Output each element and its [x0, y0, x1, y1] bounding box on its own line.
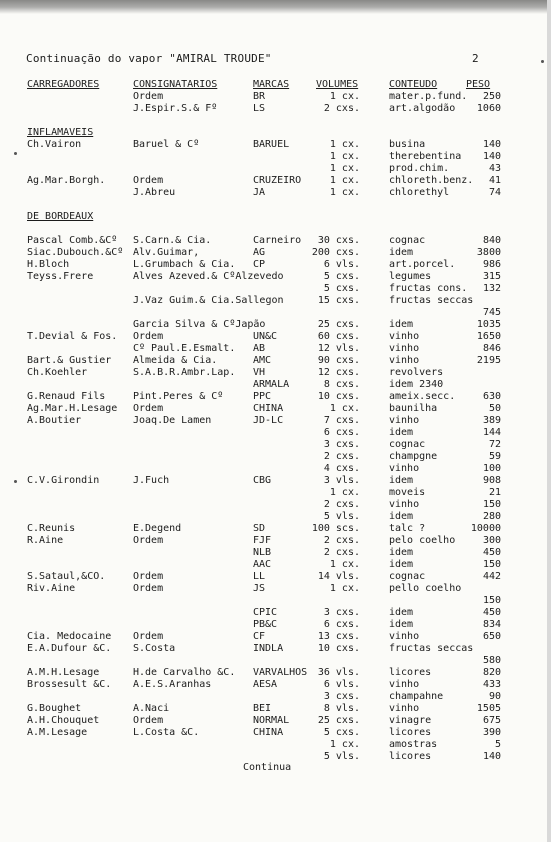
- cell-volumes: 60 cxs.: [317, 331, 360, 342]
- cell-volumes: 3 cxs.: [323, 439, 360, 450]
- cell-carregador: Cia. Medocaine: [27, 631, 112, 642]
- cell-marca: VH: [253, 367, 266, 378]
- table-row: [0, 343, 551, 355]
- cell-conteudo: therebentina: [389, 151, 462, 162]
- cell-conteudo: ameix.secc.: [389, 391, 456, 402]
- cell-consignatario: Alv.Guimar,: [133, 247, 200, 258]
- table-row: [0, 571, 551, 583]
- cell-conteudo: vinho: [389, 703, 420, 714]
- cell-consignatario: J.Abreu: [133, 187, 176, 198]
- cell-carregador: A.M.Lesage: [27, 727, 88, 738]
- cell-marca: BARUEL: [253, 139, 290, 150]
- cell-consignatario: J.Fuch: [133, 475, 170, 486]
- cell-volumes: 1 cx.: [329, 739, 360, 750]
- cell-marca: JS: [253, 583, 266, 594]
- table-row: [0, 451, 551, 463]
- cell-conteudo: vinagre: [389, 715, 432, 726]
- cell-conteudo: licores: [389, 751, 432, 762]
- cell-consignatario: Ordem: [133, 175, 164, 186]
- cell-peso: 140: [482, 751, 501, 762]
- cell-volumes: 1 cx.: [329, 151, 360, 162]
- cell-conteudo: vinho: [389, 499, 420, 510]
- cell-peso: 150: [482, 559, 501, 570]
- cell-carregador: R.Aine: [27, 535, 64, 546]
- cell-peso: 2195: [476, 355, 501, 366]
- cell-consignatario: Ordem: [133, 535, 164, 546]
- cell-peso: 745: [482, 307, 501, 318]
- table-row: [0, 475, 551, 487]
- table-row: [0, 559, 551, 571]
- cell-marca: INDLA: [253, 643, 284, 654]
- cell-carregador: A.M.H.Lesage: [27, 667, 100, 678]
- cell-peso: 150: [482, 499, 501, 510]
- cell-volumes: 4 cxs.: [323, 463, 360, 474]
- table-row: [0, 235, 551, 247]
- cell-conteudo: vinho: [389, 463, 420, 474]
- punch-mark: [541, 60, 544, 63]
- cell-peso: 450: [482, 607, 501, 618]
- cell-marca: AMC: [253, 355, 272, 366]
- cell-marca: CPIC: [253, 607, 278, 618]
- cell-marca: PPC: [253, 391, 272, 402]
- cell-peso: 50: [488, 403, 501, 414]
- cell-peso: 650: [482, 631, 501, 642]
- cell-volumes: 90 cxs.: [317, 355, 360, 366]
- cell-volumes: 100 scs.: [311, 523, 360, 534]
- cell-carregador: S.Sataul,&CO.: [27, 571, 106, 582]
- cell-volumes: 1 cx.: [329, 175, 360, 186]
- cell-marca: ARMALA: [253, 379, 290, 390]
- cell-conteudo: cognac: [389, 235, 426, 246]
- cell-conteudo: legumes: [389, 271, 432, 282]
- table-row: [0, 631, 551, 643]
- cell-consignatario: Cº Paul.E.Esmalt.: [133, 343, 236, 354]
- table-row: [0, 319, 551, 331]
- table-row: [0, 355, 551, 367]
- cell-carregador: Ag.Mar.H.Lesage: [27, 403, 118, 414]
- cell-peso: 10000: [470, 523, 501, 534]
- cell-carregador: Siac.Dubouch.&Cº: [27, 247, 124, 258]
- cell-carregador: Riv.Aine: [27, 583, 76, 594]
- cell-conteudo: cognac: [389, 439, 426, 450]
- table-row: [0, 499, 551, 511]
- cell-peso: 908: [482, 475, 501, 486]
- cell-volumes: 6 cxs.: [323, 619, 360, 630]
- cell-marca: CP: [253, 259, 266, 270]
- page-number: 2: [472, 52, 479, 65]
- table-row: [0, 679, 551, 691]
- cell-volumes: 14 vls.: [317, 571, 360, 582]
- cell-peso: 132: [482, 283, 501, 294]
- cell-volumes: 1 cx.: [329, 403, 360, 414]
- table-row: [0, 715, 551, 727]
- cell-peso: 90: [488, 691, 501, 702]
- cell-peso: 59: [488, 451, 501, 462]
- cell-peso: 140: [482, 151, 501, 162]
- cell-volumes: 2 cxs.: [323, 451, 360, 462]
- cell-marca: UN&C: [253, 331, 278, 342]
- cell-marca: AAC: [253, 559, 272, 570]
- cell-peso: 1650: [476, 331, 501, 342]
- table-row: [0, 439, 551, 451]
- cell-marca: PB&C: [253, 619, 278, 630]
- table-row: [0, 619, 551, 631]
- table-row: [0, 583, 551, 595]
- cell-volumes: 6 vls.: [323, 259, 360, 270]
- cell-volumes: 6 vls.: [323, 679, 360, 690]
- cell-peso: 1035: [476, 319, 501, 330]
- punch-mark: [14, 152, 17, 155]
- cell-consignatario: Baruel & Cº: [133, 139, 200, 150]
- table-row: [0, 523, 551, 535]
- table-row: [0, 691, 551, 703]
- cell-marca: AB: [253, 343, 266, 354]
- cell-peso: 450: [482, 547, 501, 558]
- table-row: [0, 427, 551, 439]
- cell-consignatario: H.de Carvalho &C.: [133, 667, 236, 678]
- cell-volumes: 8 cxs.: [323, 379, 360, 390]
- cell-marca: LS: [253, 103, 266, 114]
- cell-peso: 5: [494, 739, 501, 750]
- cell-volumes: 25 cxs.: [317, 319, 360, 330]
- cell-consignatario: S.A.B.R.Ambr.Lap.: [133, 367, 236, 378]
- cell-consignatario: Ordem: [133, 91, 164, 102]
- header-marcas: MARCAS: [253, 79, 290, 90]
- cell-peso: 390: [482, 727, 501, 738]
- cell-volumes: 30 cxs.: [317, 235, 360, 246]
- cell-marca: LL: [253, 571, 266, 582]
- cell-conteudo: vinho: [389, 355, 420, 366]
- cell-peso: 41: [488, 175, 501, 186]
- cell-consignatario: Ordem: [133, 403, 164, 414]
- cell-volumes: 1 cx.: [329, 487, 360, 498]
- cell-marca: JD-LC: [253, 415, 284, 426]
- section-bordeaux: DE BORDEAUX: [27, 211, 94, 222]
- cell-carregador: A.Boutier: [27, 415, 82, 426]
- cell-conteudo: chlorethyl: [389, 187, 450, 198]
- cell-consignatario: S.Costa: [133, 643, 176, 654]
- cell-marca: FJF: [253, 535, 272, 546]
- cell-volumes: 7 cxs.: [323, 415, 360, 426]
- cell-volumes: 2 cxs.: [323, 535, 360, 546]
- cell-peso: 834: [482, 619, 501, 630]
- cell-peso: 840: [482, 235, 501, 246]
- cell-carregador: Ch.Koehler: [27, 367, 88, 378]
- cell-peso: 74: [488, 187, 501, 198]
- cell-conteudo: idem: [389, 475, 414, 486]
- cell-carregador: Teyss.Frere: [27, 271, 94, 282]
- footer-continua: Continua: [243, 762, 292, 773]
- cell-conteudo: vinho: [389, 331, 420, 342]
- section-inflamaveis: INFLAMAVEIS: [27, 127, 94, 138]
- cell-volumes: 5 cxs.: [323, 283, 360, 294]
- cell-conteudo: pello coelho: [389, 583, 462, 594]
- cell-volumes: 15 cxs.: [317, 295, 360, 306]
- cell-peso: 675: [482, 715, 501, 726]
- cell-consignatario: Alves Azeved.& CºAlzevedo: [133, 271, 284, 282]
- table-row: [0, 643, 551, 655]
- cell-marca: BEI: [253, 703, 272, 714]
- cell-marca: CF: [253, 631, 266, 642]
- cell-peso: 300: [482, 535, 501, 546]
- cell-conteudo: pelo coelho: [389, 535, 456, 546]
- table-row: [0, 307, 551, 319]
- cell-carregador: G.Boughet: [27, 703, 82, 714]
- cell-conteudo: vinho: [389, 631, 420, 642]
- cell-volumes: 5 cxs.: [323, 727, 360, 738]
- cell-carregador: A.H.Chouquet: [27, 715, 100, 726]
- cell-conteudo: talc ?: [389, 523, 426, 534]
- table-row: [0, 703, 551, 715]
- cell-conteudo: vinho: [389, 343, 420, 354]
- table-row: [0, 379, 551, 391]
- cell-marca: CHINA: [253, 403, 284, 414]
- cell-marca: BR: [253, 91, 266, 102]
- cell-peso: 315: [482, 271, 501, 282]
- cell-carregador: G.Renaud Fils: [27, 391, 106, 402]
- cell-peso: 580: [482, 655, 501, 666]
- table-row: [0, 667, 551, 679]
- cell-marca: JA: [253, 187, 266, 198]
- cell-conteudo: art.algodão: [389, 103, 456, 114]
- cell-marca: CRUZEIRO: [253, 175, 302, 186]
- cell-peso: 1060: [476, 103, 501, 114]
- cell-peso: 140: [482, 139, 501, 150]
- cell-volumes: 5 cxs.: [323, 271, 360, 282]
- cell-conteudo: licores: [389, 667, 432, 678]
- table-row: [0, 655, 551, 667]
- cell-consignatario: Joaq.De Lamen: [133, 415, 212, 426]
- header-consignatarios: CONSIGNATARIOS: [133, 79, 218, 90]
- cell-volumes: 2 cxs.: [323, 103, 360, 114]
- cell-volumes: 2 cxs.: [323, 547, 360, 558]
- cell-volumes: 3 vls.: [323, 475, 360, 486]
- cell-peso: 433: [482, 679, 501, 690]
- cell-volumes: 200 cxs.: [311, 247, 360, 258]
- cell-consignatario: Almeida & Cia.: [133, 355, 218, 366]
- cell-carregador: E.A.Dufour &C.: [27, 643, 112, 654]
- cell-consignatario: L.Grumbach & Cia.: [133, 259, 236, 270]
- cell-volumes: 3 cxs.: [323, 607, 360, 618]
- cell-consignatario: A.Naci: [133, 703, 170, 714]
- cell-consignatario: Garcia Silva & CºJapão: [133, 319, 266, 330]
- cell-conteudo: moveis: [389, 487, 426, 498]
- cell-volumes: 1 cx.: [329, 559, 360, 570]
- cell-conteudo: baunilha: [389, 403, 438, 414]
- table-row: [0, 295, 551, 307]
- cell-peso: 986: [482, 259, 501, 270]
- cell-volumes: 10 cxs.: [317, 391, 360, 402]
- cell-peso: 630: [482, 391, 501, 402]
- cell-conteudo: fructas seccas: [389, 643, 474, 654]
- cell-marca: CBG: [253, 475, 272, 486]
- cell-conteudo: idem: [389, 427, 414, 438]
- cell-consignatario: S.Carn.& Cia.: [133, 235, 212, 246]
- scan-top-edge: [0, 0, 551, 14]
- table-row: [0, 463, 551, 475]
- cell-volumes: 12 vls.: [317, 343, 360, 354]
- cell-volumes: 1 cx.: [329, 583, 360, 594]
- cell-volumes: 2 cxs.: [323, 499, 360, 510]
- cell-conteudo: champahne: [389, 691, 444, 702]
- cell-peso: 846: [482, 343, 501, 354]
- table-row: [0, 187, 551, 199]
- page-title: Continuação do vapor "AMIRAL TROUDE": [26, 52, 272, 65]
- cell-conteudo: idem: [389, 547, 414, 558]
- cell-consignatario: A.E.S.Aranhas: [133, 679, 212, 690]
- cell-consignatario: Ordem: [133, 631, 164, 642]
- cell-peso: 100: [482, 463, 501, 474]
- cell-conteudo: fructas seccas: [389, 295, 474, 306]
- cell-carregador: Pascal Comb.&Cº: [27, 235, 118, 246]
- table-row: [0, 139, 551, 151]
- table-row: [0, 247, 551, 259]
- cell-conteudo: idem: [389, 607, 414, 618]
- cell-marca: Carneiro: [253, 235, 302, 246]
- cell-volumes: 10 cxs.: [317, 643, 360, 654]
- cell-peso: 21: [488, 487, 501, 498]
- cell-conteudo: fructas cons.: [389, 283, 468, 294]
- cell-volumes: 12 cxs.: [317, 367, 360, 378]
- cell-carregador: C.V.Girondin: [27, 475, 100, 486]
- cell-conteudo: idem: [389, 319, 414, 330]
- cell-peso: 150: [482, 595, 501, 606]
- punch-mark: [14, 480, 17, 483]
- table-row: [0, 727, 551, 739]
- cell-carregador: Ch.Vairon: [27, 139, 82, 150]
- table-row: [0, 415, 551, 427]
- cell-carregador: T.Devial & Fos.: [27, 331, 118, 342]
- cell-marca: CHINA: [253, 727, 284, 738]
- cell-conteudo: cognac: [389, 571, 426, 582]
- cell-volumes: 1 cx.: [329, 163, 360, 174]
- cell-peso: 1505: [476, 703, 501, 714]
- cell-volumes: 36 vls.: [317, 667, 360, 678]
- table-row: [0, 403, 551, 415]
- cell-conteudo: idem: [389, 619, 414, 630]
- table-row: [0, 487, 551, 499]
- table-row: [0, 175, 551, 187]
- cell-carregador: Ag.Mar.Borgh.: [27, 175, 106, 186]
- cell-conteudo: licores: [389, 727, 432, 738]
- cell-peso: 442: [482, 571, 501, 582]
- cell-peso: 250: [482, 91, 501, 102]
- table-row: [0, 163, 551, 175]
- cell-consignatario: Ordem: [133, 583, 164, 594]
- table-row: [0, 271, 551, 283]
- cell-consignatario: L.Costa &C.: [133, 727, 200, 738]
- cell-conteudo: revolvers: [389, 367, 444, 378]
- cell-carregador: Bart.& Gustier: [27, 355, 112, 366]
- cell-marca: SD: [253, 523, 266, 534]
- table-row: [0, 91, 551, 103]
- cell-peso: 820: [482, 667, 501, 678]
- table-row: [0, 607, 551, 619]
- cell-peso: 3800: [476, 247, 501, 258]
- table-row: [0, 367, 551, 379]
- cell-conteudo: chloreth.benz.: [389, 175, 474, 186]
- header-volumes: VOLUMES: [316, 79, 359, 90]
- cell-consignatario: Pint.Peres & Cº: [133, 391, 224, 402]
- cell-marca: NLB: [253, 547, 272, 558]
- cell-conteudo: idem 2340: [389, 379, 444, 390]
- header-peso: PESO: [466, 79, 491, 90]
- cell-peso: 72: [488, 439, 501, 450]
- cell-volumes: 5 vls.: [323, 511, 360, 522]
- cell-consignatario: J.Espir.S.& Fº: [133, 103, 218, 114]
- cell-volumes: 1 cx.: [329, 139, 360, 150]
- cell-carregador: Brossesult &C.: [27, 679, 112, 690]
- table-row: [0, 151, 551, 163]
- table-row: [0, 535, 551, 547]
- cell-conteudo: mater.p.fund.: [389, 91, 468, 102]
- cell-carregador: C.Reunis: [27, 523, 76, 534]
- table-row: [0, 595, 551, 607]
- cell-carregador: H.Bloch: [27, 259, 70, 270]
- cell-volumes: 13 cxs.: [317, 631, 360, 642]
- table-row: [0, 331, 551, 343]
- cell-consignatario: E.Degend: [133, 523, 182, 534]
- table-row: [0, 511, 551, 523]
- table-row: [0, 739, 551, 751]
- cell-conteudo: busina: [389, 139, 426, 150]
- cell-consignatario: Ordem: [133, 715, 164, 726]
- cell-conteudo: idem: [389, 247, 414, 258]
- cell-marca: VARVALHOS: [253, 667, 308, 678]
- cell-conteudo: idem: [389, 559, 414, 570]
- cell-conteudo: idem: [389, 511, 414, 522]
- cell-volumes: 25 cxs.: [317, 715, 360, 726]
- cell-conteudo: art.porcel.: [389, 259, 456, 270]
- cell-volumes: 1 cx.: [329, 187, 360, 198]
- header-conteudo: CONTEUDO: [389, 79, 438, 90]
- cell-peso: 389: [482, 415, 501, 426]
- cell-volumes: 6 cxs.: [323, 427, 360, 438]
- cell-marca: AG: [253, 247, 266, 258]
- cell-volumes: 1 cx.: [329, 91, 360, 102]
- cell-volumes: 5 vls.: [323, 751, 360, 762]
- cell-volumes: 3 cxs.: [323, 691, 360, 702]
- table-row: [0, 103, 551, 115]
- cell-peso: 280: [482, 511, 501, 522]
- table-row: [0, 259, 551, 271]
- table-row: [0, 391, 551, 403]
- cell-conteudo: vinho: [389, 415, 420, 426]
- cell-peso: 43: [488, 163, 501, 174]
- cell-consignatario: J.Vaz Guim.& Cia.Sallegon: [133, 295, 284, 306]
- cell-peso: 144: [482, 427, 501, 438]
- table-row: [0, 283, 551, 295]
- cell-marca: NORMAL: [253, 715, 290, 726]
- cell-consignatario: Ordem: [133, 331, 164, 342]
- header-carregadores: CARREGADORES: [27, 79, 100, 90]
- cell-consignatario: Ordem: [133, 571, 164, 582]
- cell-conteudo: amostras: [389, 739, 438, 750]
- cell-conteudo: champgne: [389, 451, 438, 462]
- cell-conteudo: prod.chim.: [389, 163, 450, 174]
- table-row: [0, 547, 551, 559]
- cell-marca: AESA: [253, 679, 278, 690]
- cell-volumes: 8 vls.: [323, 703, 360, 714]
- cell-conteudo: vinho: [389, 679, 420, 690]
